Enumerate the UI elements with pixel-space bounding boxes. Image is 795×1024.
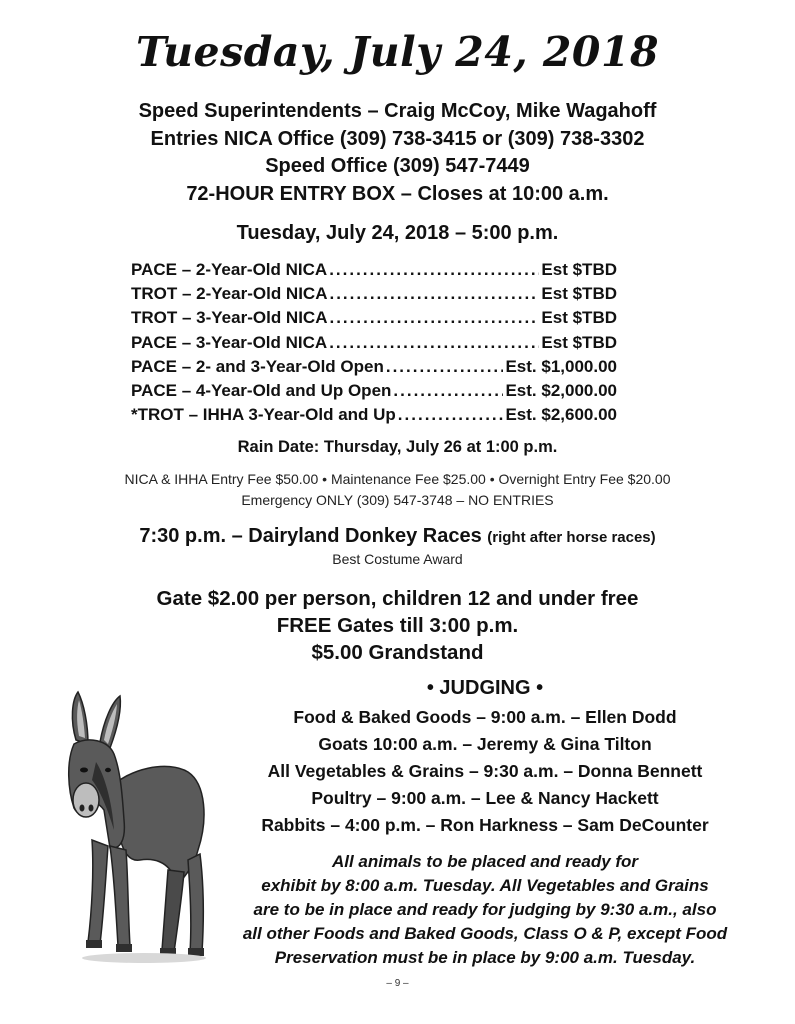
race-purse: Est. $2,600.00	[505, 405, 617, 425]
race-row	[131, 260, 617, 284]
leader-dots	[329, 333, 539, 353]
race-purse: Est $TBD	[541, 308, 617, 328]
donkey-icon	[48, 690, 208, 965]
race-row	[131, 308, 617, 332]
judging-heading: • JUDGING •	[426, 677, 544, 699]
race-row	[131, 284, 617, 308]
donkey-event: 7:30 p.m. – Dairyland Donkey Races	[139, 525, 482, 547]
donkey-race-line	[0, 525, 795, 548]
race-name: TROT – 3-Year-Old NICA	[131, 308, 328, 328]
race-name: PACE – 3-Year-Old NICA	[131, 332, 328, 352]
race-row	[131, 357, 617, 381]
grandstand-line: $5.00 Grandstand	[311, 641, 484, 664]
leader-dots	[398, 405, 504, 425]
race-name: *TROT – IHHA 3-Year-Old and Up	[131, 405, 396, 425]
page-number: – 9 –	[386, 978, 409, 989]
fees-line: NICA & IHHA Entry Fee $50.00 • Maintenance Fee $25.00 • Overnight Entry Fee $20.00	[124, 471, 671, 487]
race-list	[131, 260, 617, 429]
entries-line: Entries NICA Office (309) 738-3415 or (309) 738-3302	[150, 127, 645, 150]
gate-price-line: Gate $2.00 per person, children 12 and under free	[156, 587, 639, 610]
costume-award: Best Costume Award	[332, 551, 463, 567]
notice-line: exhibit by 8:00 a.m. Tuesday. All Vegetables and Grains	[261, 876, 709, 895]
page-title: Tuesday, July 24, 2018	[136, 28, 659, 76]
notice-line: are to be in place and ready for judging by 9:30 a.m., also	[253, 900, 717, 919]
race-purse: Est $TBD	[541, 332, 617, 352]
race-purse: Est. $1,000.00	[505, 356, 617, 376]
judging-line: Poultry – 9:00 a.m. – Lee & Nancy Hackett	[311, 788, 659, 808]
race-row	[131, 405, 617, 429]
speed-office-line: Speed Office (309) 547-7449	[265, 155, 530, 177]
race-name: TROT – 2-Year-Old NICA	[131, 284, 328, 304]
race-name: PACE – 2-Year-Old NICA	[131, 260, 328, 279]
gate-block	[0, 585, 795, 666]
race-purse: Est. $2,000.00	[505, 380, 617, 400]
race-name: PACE – 2- and 3-Year-Old Open	[131, 356, 384, 376]
judging-line: All Vegetables & Grains – 9:30 a.m. – Donna Bennett	[267, 761, 703, 781]
emergency-line: Emergency ONLY (309) 547-3748 – NO ENTRIES	[241, 492, 554, 508]
fees-block	[0, 469, 795, 511]
judging-line: Food & Baked Goods – 9:00 a.m. – Ellen Dodd	[293, 707, 677, 727]
superintendents-line: Speed Superintendents – Craig McCoy, Mike Wagahoff	[138, 100, 657, 122]
contact-block	[0, 98, 795, 208]
leader-dots	[329, 308, 539, 328]
notice-line: All animals to be placed and ready for	[331, 852, 639, 871]
race-purse: Est $TBD	[541, 284, 617, 304]
entry-box-line: 72-HOUR ENTRY BOX – Closes at 10:00 a.m.	[186, 182, 609, 205]
session-heading: Tuesday, July 24, 2018 – 5:00 p.m.	[236, 222, 559, 244]
race-row	[131, 381, 617, 405]
judging-line: Goats 10:00 a.m. – Jeremy & Gina Tilton	[318, 734, 652, 754]
rain-date: Rain Date: Thursday, July 26 at 1:00 p.m.	[237, 438, 558, 456]
race-row	[131, 333, 617, 357]
notice-line: Preservation must be in place by 9:00 a.m. Tuesday.	[274, 948, 696, 967]
leader-dots	[393, 381, 503, 401]
donkey-note: (right after horse races)	[487, 529, 656, 546]
race-name: PACE – 4-Year-Old and Up Open	[131, 380, 392, 400]
race-purse: Est $TBD	[541, 260, 617, 279]
placement-notice	[200, 850, 770, 970]
leader-dots	[329, 260, 539, 280]
leader-dots	[329, 284, 539, 304]
free-gates-line: FREE Gates till 3:00 p.m.	[276, 614, 519, 637]
notice-line: all other Foods and Baked Goods, Class O & P, except Food	[242, 924, 728, 943]
leader-dots	[386, 357, 504, 377]
judging-line: Rabbits – 4:00 p.m. – Ron Harkness – Sam DeCounter	[261, 815, 709, 835]
judging-block	[200, 677, 770, 839]
